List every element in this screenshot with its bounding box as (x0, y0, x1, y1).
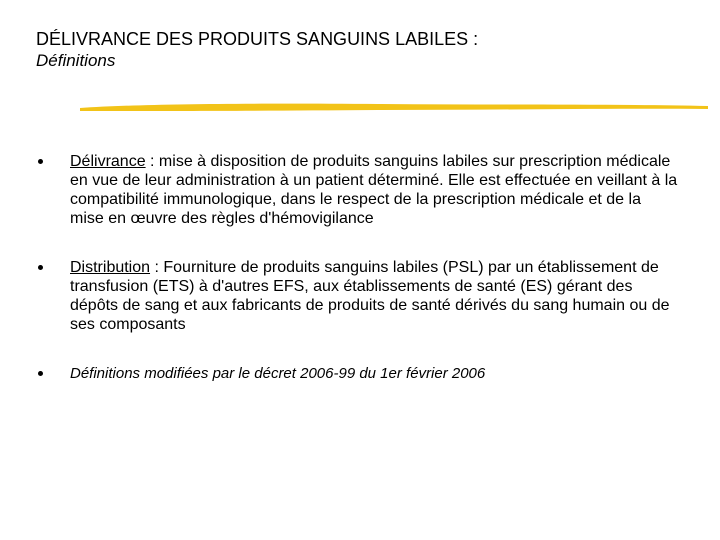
source-note: Définitions modifiées par le décret 2006-99 du 1er février 2006 (70, 365, 486, 382)
title-underline-brush (78, 100, 710, 114)
term-delivrance: Délivrance (70, 153, 146, 170)
brush-stroke (80, 104, 708, 111)
definition-delivrance: : mise à disposition de produits sanguins labiles sur prescription médicale en vue de leur administration à un patient déterminé. Elle est effectuée en veillant à la compatibilité immunologique, dans le respect de la prescription médicale et de la mise en œuvre des règles d'hémovigilance (70, 153, 678, 227)
term-distribution: Distribution (70, 259, 151, 276)
page-subtitle: Définitions (36, 51, 116, 70)
bullet-item-distribution (38, 258, 678, 334)
page-title: DÉLIVRANCE DES PRODUITS SANGUINS LABILES : (36, 29, 479, 49)
bullet-item-delivrance (38, 152, 678, 228)
bullet-dot-icon (38, 159, 43, 164)
bullet-dot-icon (38, 371, 43, 376)
bullet-item-source-note (38, 364, 678, 383)
definition-distribution: : Fourniture de produits sanguins labiles (PSL) par un établissement de transfusion (ETS) à d'autres EFS, aux établissements de santé (ES) gérant des dépôts de sang et aux fabricants de produits de santé dérivés du sang humain ou de ses composants (70, 259, 670, 333)
slide-title (36, 28, 676, 72)
bullet-dot-icon (38, 265, 43, 270)
bullet-list (38, 152, 678, 383)
